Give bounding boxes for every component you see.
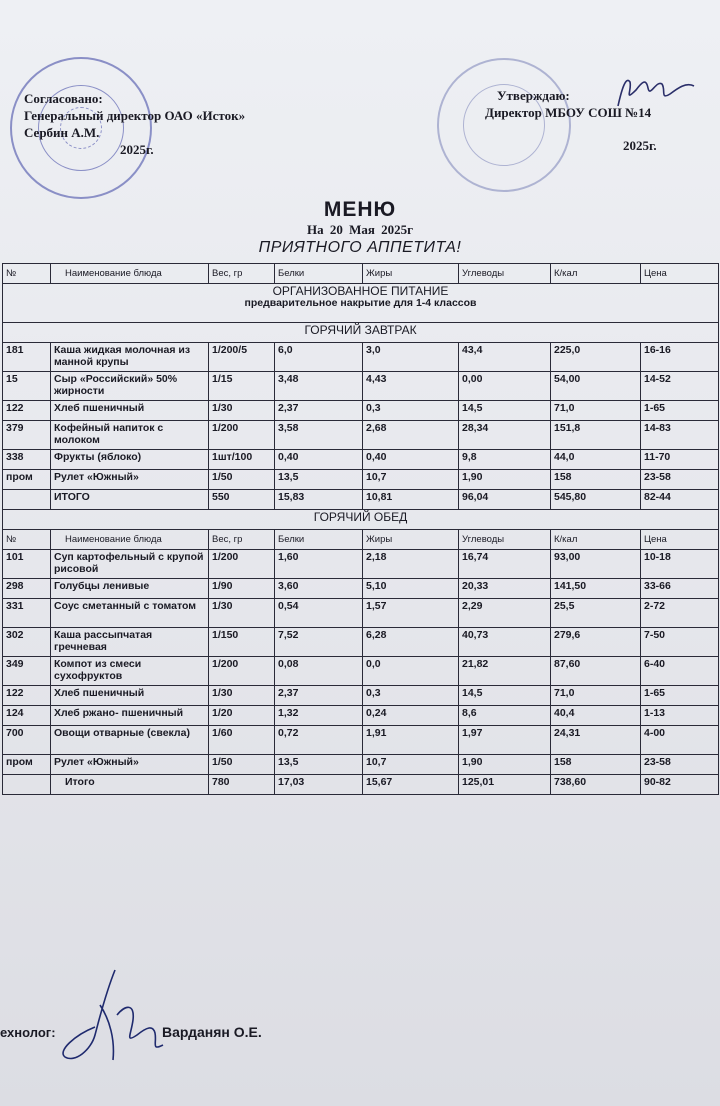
cell-no: 338 [3,450,51,470]
cell-fat: 0,40 [363,450,459,470]
breakfast-total-row [3,490,719,510]
total-price: 90-82 [641,775,719,795]
cell-fat: 1,91 [363,726,459,755]
cell-no: пром [3,755,51,775]
cell-kcal: 158 [551,470,641,490]
cell-kcal: 93,00 [551,550,641,579]
total-weight: 780 [209,775,275,795]
cell-fat: 0,3 [363,686,459,706]
cell-fat: 0,0 [363,657,459,686]
cell-price: 33-66 [641,579,719,599]
table-row [3,470,719,490]
cell-carbs: 28,34 [459,421,551,450]
cell-no: 302 [3,628,51,657]
cell-carbs: 2,29 [459,599,551,628]
section-row-breakfast [3,323,719,343]
col-header: Цена [641,530,719,550]
cell-protein: 0,54 [275,599,363,628]
cell-protein: 3,58 [275,421,363,450]
greeting: ПРИЯТНОГО АППЕТИТА! [258,239,462,256]
cell-carbs: 40,73 [459,628,551,657]
total-protein: 17,03 [275,775,363,795]
cell-price: 14-52 [641,372,719,401]
col-header: № [3,530,51,550]
cell-weight: 1шт/100 [209,450,275,470]
total-label: ИТОГО [51,490,209,510]
approval-left-person: Сербин А.М. [24,125,100,140]
total-price: 82-44 [641,490,719,510]
cell-protein: 0,72 [275,726,363,755]
cell-name: Сыр «Российский» 50% жирности [51,372,209,401]
cell-name: Суп картофельный с крупой рисовой [51,550,209,579]
col-header: Белки [275,530,363,550]
col-header: Углеводы [459,530,551,550]
approval-block-left [24,90,245,158]
col-header: К/кал [551,530,641,550]
cell-price: 16-16 [641,343,719,372]
director-signature-icon [590,68,700,118]
table-row [3,686,719,706]
cell-fat: 6,28 [363,628,459,657]
cell-protein: 13,5 [275,755,363,775]
cell-weight: 1/60 [209,726,275,755]
table-header-row [3,530,719,550]
technologist-signature-icon [55,965,175,1070]
table-row [3,657,719,686]
cell-weight: 1/20 [209,706,275,726]
col-header: Углеводы [459,264,551,284]
menu-date: На 20 Мая 2025г [306,222,414,237]
total-carbs: 96,04 [459,490,551,510]
cell-weight: 1/15 [209,372,275,401]
cell-price: 1-65 [641,686,719,706]
cell-fat: 10,7 [363,470,459,490]
cell-kcal: 44,0 [551,450,641,470]
table-header-row [3,264,719,284]
approval-right-date: 2025г. [623,138,657,153]
table-row [3,706,719,726]
cell-kcal: 54,00 [551,372,641,401]
cell-price: 2-72 [641,599,719,628]
cell-no: 124 [3,706,51,726]
page-title: МЕНЮ [323,198,397,221]
cell-price: 4-00 [641,726,719,755]
section-row-lunch [3,510,719,530]
cell-protein: 2,37 [275,401,363,421]
total-weight: 550 [209,490,275,510]
section-title: ГОРЯЧИЙ ОБЕД [3,510,719,530]
cell-fat: 0,3 [363,401,459,421]
cell-name: Соус сметанный с томатом [51,599,209,628]
table-row [3,628,719,657]
approval-left-heading: Согласовано: [24,91,103,106]
cell-carbs: 21,82 [459,657,551,686]
cell-kcal: 24,31 [551,726,641,755]
table-row [3,401,719,421]
cell-protein: 1,60 [275,550,363,579]
cell-weight: 1/30 [209,599,275,628]
lunch-total-row [3,775,719,795]
col-header: № [3,264,51,284]
cell-protein: 0,40 [275,450,363,470]
table-row [3,579,719,599]
section-title: ОРГАНИЗОВАННОЕ ПИТАНИЕ [272,284,449,298]
cell-price: 10-18 [641,550,719,579]
cell-carbs: 1,90 [459,470,551,490]
cell-kcal: 40,4 [551,706,641,726]
menu-table [2,263,719,795]
section-title: ГОРЯЧИЙ ЗАВТРАК [3,323,719,343]
cell-price: 14-83 [641,421,719,450]
cell-no: 122 [3,686,51,706]
cell-name: Каша рассыпчатая гречневая [51,628,209,657]
cell-weight: 1/30 [209,401,275,421]
cell-name: Хлеб пшеничный [51,686,209,706]
cell-fat: 2,18 [363,550,459,579]
cell-weight: 1/200 [209,657,275,686]
col-header: Жиры [363,264,459,284]
col-header: Жиры [363,530,459,550]
cell-weight: 1/50 [209,755,275,775]
cell-name: Каша жидкая молочная из манной крупы [51,343,209,372]
lunch-rows [3,550,719,775]
col-header: Наименование блюда [51,264,209,284]
total-protein: 15,83 [275,490,363,510]
cell-price: 11-70 [641,450,719,470]
cell-protein: 3,60 [275,579,363,599]
cell-carbs: 1,97 [459,726,551,755]
col-header: Вес, гр [209,264,275,284]
approval-right-heading: Утверждаю: [497,88,570,103]
cell-kcal: 87,60 [551,657,641,686]
cell-carbs: 14,5 [459,686,551,706]
approval-left-position: Генеральный директор ОАО «Исток» [24,108,246,123]
cell-no: 122 [3,401,51,421]
cell-no: 331 [3,599,51,628]
approval-left-date: 2025г. [120,142,154,157]
cell-fat: 10,7 [363,755,459,775]
cell-weight: 1/50 [209,470,275,490]
cell-kcal: 279,6 [551,628,641,657]
section-subtitle: предварительное накрытие для 1-4 классов [244,297,477,309]
signature-name: Варданян О.Е. [162,1024,262,1040]
cell-protein: 0,08 [275,657,363,686]
cell-name: Рулет «Южный» [51,755,209,775]
cell-protein: 6,0 [275,343,363,372]
cell-fat: 2,68 [363,421,459,450]
cell-carbs: 43,4 [459,343,551,372]
cell-no: 379 [3,421,51,450]
breakfast-rows [3,343,719,490]
table-row [3,343,719,372]
cell-protein: 3,48 [275,372,363,401]
cell-weight: 1/200 [209,550,275,579]
cell-kcal: 71,0 [551,686,641,706]
cell-kcal: 151,8 [551,421,641,450]
cell-fat: 5,10 [363,579,459,599]
cell-carbs: 8,6 [459,706,551,726]
cell-weight: 1/150 [209,628,275,657]
cell-carbs: 9,8 [459,450,551,470]
cell-protein: 1,32 [275,706,363,726]
cell-no: пром [3,470,51,490]
col-header: Наименование блюда [51,530,209,550]
cell-price: 7-50 [641,628,719,657]
cell-price: 6-40 [641,657,719,686]
cell-name: Кофейный напиток с молоком [51,421,209,450]
total-fat: 10,81 [363,490,459,510]
cell-fat: 4,43 [363,372,459,401]
cell-price: 23-58 [641,755,719,775]
cell-price: 1-65 [641,401,719,421]
cell-no: 349 [3,657,51,686]
cell-protein: 7,52 [275,628,363,657]
cell-carbs: 0,00 [459,372,551,401]
total-kcal: 545,80 [551,490,641,510]
cell-name: Хлеб пшеничный [51,401,209,421]
cell-kcal: 158 [551,755,641,775]
cell-no: 700 [3,726,51,755]
col-header: Вес, гр [209,530,275,550]
signature-label: ехнолог: [0,1025,56,1040]
cell-fat: 3,0 [363,343,459,372]
total-kcal: 738,60 [551,775,641,795]
cell-carbs: 20,33 [459,579,551,599]
approval-right-position: Директор МБОУ СОШ №14 [485,105,652,120]
col-header: Цена [641,264,719,284]
cell-name: Компот из смеси сухофруктов [51,657,209,686]
total-carbs: 125,01 [459,775,551,795]
cell-no: 298 [3,579,51,599]
section-row-organized [3,284,719,323]
cell-weight: 1/90 [209,579,275,599]
cell-fat: 1,57 [363,599,459,628]
table-row [3,550,719,579]
cell-no: 15 [3,372,51,401]
cell-weight: 1/200 [209,421,275,450]
col-header: Белки [275,264,363,284]
cell-name: Фрукты (яблоко) [51,450,209,470]
cell-protein: 13,5 [275,470,363,490]
cell-kcal: 25,5 [551,599,641,628]
cell-kcal: 71,0 [551,401,641,421]
cell-carbs: 16,74 [459,550,551,579]
table-row [3,372,719,401]
table-row [3,726,719,755]
cell-name: Хлеб ржано- пшеничный [51,706,209,726]
cell-weight: 1/30 [209,686,275,706]
cell-name: Овощи отварные (свекла) [51,726,209,755]
table-row [3,599,719,628]
cell-carbs: 14,5 [459,401,551,421]
total-label: Итого [51,775,209,795]
cell-protein: 2,37 [275,686,363,706]
cell-no: 101 [3,550,51,579]
cell-carbs: 1,90 [459,755,551,775]
cell-price: 1-13 [641,706,719,726]
table-row [3,755,719,775]
col-header: К/кал [551,264,641,284]
total-fat: 15,67 [363,775,459,795]
cell-kcal: 225,0 [551,343,641,372]
cell-fat: 0,24 [363,706,459,726]
cell-name: Голубцы ленивые [51,579,209,599]
cell-no: 181 [3,343,51,372]
cell-price: 23-58 [641,470,719,490]
cell-weight: 1/200/5 [209,343,275,372]
table-row [3,421,719,450]
table-row [3,450,719,470]
cell-kcal: 141,50 [551,579,641,599]
cell-name: Рулет «Южный» [51,470,209,490]
